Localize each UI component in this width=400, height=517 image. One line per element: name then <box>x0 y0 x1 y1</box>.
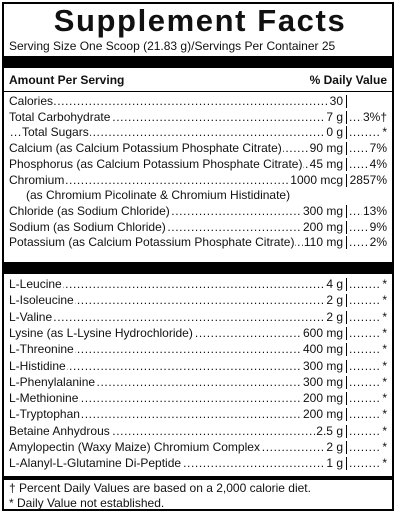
fact-row <box>4 293 392 308</box>
column-separator <box>346 360 347 373</box>
fact-amount: 2 g <box>326 440 343 454</box>
column-separator <box>346 457 347 470</box>
fact-name: Sodium (as Sodium Chloride) <box>9 219 166 234</box>
fact-amount: 4 g <box>326 277 343 291</box>
fact-amount: 1 g <box>326 456 343 471</box>
fact-name: Chloride (as Sodium Chloride) <box>9 203 170 218</box>
fact-amount: 0 g <box>326 125 343 140</box>
column-separator <box>346 327 347 340</box>
fact-row <box>4 157 392 172</box>
fact-daily-value: 3%† <box>362 109 387 124</box>
fact-daily-value: * <box>382 125 387 140</box>
column-separator <box>346 111 347 124</box>
fact-row <box>4 456 392 471</box>
fact-name: L-Methionine <box>9 391 79 406</box>
column-separator <box>346 221 347 234</box>
column-separator <box>346 95 347 108</box>
column-separator <box>346 236 347 249</box>
fact-row <box>4 204 392 219</box>
column-separator <box>346 376 347 389</box>
fact-row <box>4 342 392 357</box>
fact-name: L-Tryptophan <box>9 407 80 422</box>
fact-daily-value: * <box>382 293 387 308</box>
fact-amount: 200 mg <box>302 391 343 406</box>
fact-daily-value: 13% <box>362 203 387 218</box>
fact-amount: 200 mg <box>302 219 343 234</box>
footnote-percent-dv: † Percent Daily Values are based on a 2,000 calorie diet. <box>9 481 311 495</box>
fact-amount: 2 g <box>326 293 343 308</box>
fact-daily-value: * <box>382 407 387 422</box>
fact-amount: 600 mg <box>302 325 343 340</box>
dot-leader <box>10 94 344 109</box>
fact-amount: 400 mg <box>302 342 343 357</box>
thick-divider-top <box>4 56 392 68</box>
fact-row <box>4 359 392 374</box>
fact-amount: 90 mg <box>309 141 343 156</box>
footnote-not-established: * Daily Value not established. <box>9 496 165 510</box>
fact-row <box>4 277 392 292</box>
column-separator <box>346 311 347 324</box>
dot-leader <box>10 310 344 325</box>
fact-row <box>4 375 392 390</box>
fact-row <box>4 94 392 109</box>
daily-value-label: % Daily Value <box>309 73 387 87</box>
fact-daily-value: * <box>382 325 387 340</box>
fact-amount: 200 mg <box>302 407 343 422</box>
fact-daily-value: 2% <box>369 235 387 250</box>
column-separator <box>346 142 347 155</box>
fact-daily-value: 7% <box>369 141 387 156</box>
fact-daily-value: * <box>382 358 387 373</box>
column-separator <box>346 278 347 291</box>
amount-per-serving-label: Amount Per Serving <box>9 73 125 87</box>
fact-name: Total Sugars <box>22 125 89 140</box>
fact-name: L-Valine <box>9 309 53 324</box>
fact-amount: 300 mg <box>302 358 343 373</box>
fact-name-continuation: (as Chromium Picolinate & Chromium Histidinate) <box>26 188 291 203</box>
fact-name: L-Histidine <box>9 358 66 373</box>
fact-name: Total Carbohydrate <box>9 109 111 124</box>
column-separator <box>346 126 347 139</box>
fact-name: L-Isoleucine <box>9 293 74 308</box>
fact-amount: 7 g <box>326 109 343 124</box>
fact-daily-value: * <box>382 277 387 291</box>
column-separator <box>346 408 347 421</box>
fact-name: L-Phenylalanine <box>9 374 96 389</box>
serving-info: Serving Size One Scoop (21.83 g)/Servings Per Container 25 <box>9 39 336 53</box>
column-separator <box>346 174 347 187</box>
column-separator <box>346 343 347 356</box>
fact-name: Phosphorus (as Calcium Potassium Phosphate Citrate) <box>9 156 303 171</box>
fact-name: Potassium (as Calcium Potassium Phosphate Citrate) <box>9 235 295 250</box>
fact-name: Calcium (as Calcium Potassium Phosphate Citrate) <box>9 141 282 156</box>
fact-amount: 300 mg <box>302 374 343 389</box>
fact-row <box>4 110 392 125</box>
fact-row <box>4 235 392 250</box>
fact-amount: 2 g <box>326 309 343 324</box>
header-rule <box>4 91 392 92</box>
fact-row <box>4 440 392 455</box>
fact-row <box>4 173 392 188</box>
fact-amount: 1000 mcg <box>290 172 343 187</box>
fact-name: L-Leucine <box>9 277 62 291</box>
fact-daily-value: * <box>382 342 387 357</box>
column-separator <box>346 158 347 171</box>
fact-daily-value: 4% <box>369 156 387 171</box>
divider-bottom <box>4 476 392 480</box>
fact-name: L-Alanyl-L-Glutamine Di-Peptide <box>9 456 182 471</box>
fact-row <box>4 310 392 325</box>
fact-daily-value: 2857% <box>349 172 387 187</box>
fact-name: Betaine Anhydrous <box>9 423 110 438</box>
fact-daily-value: * <box>382 374 387 389</box>
fact-name: Calories <box>9 94 54 108</box>
fact-daily-value: * <box>382 423 387 438</box>
column-separator <box>346 425 347 438</box>
fact-daily-value: * <box>382 456 387 471</box>
fact-row <box>4 407 392 422</box>
fact-row <box>4 220 392 235</box>
fact-daily-value: * <box>382 391 387 406</box>
fact-daily-value: 9% <box>369 219 387 234</box>
fact-amount: 110 mg <box>303 235 343 250</box>
fact-amount: 45 mg <box>309 156 343 171</box>
fact-amount: 300 mg <box>302 203 343 218</box>
column-separator <box>346 294 347 307</box>
fact-amount: 30 <box>329 94 343 108</box>
fact-name: Lysine (as L-Lysine Hydrochloride) <box>9 325 193 340</box>
fact-name: L-Threonine <box>9 342 74 357</box>
fact-name: Amylopectin (Waxy Maize) Chromium Complex <box>9 440 260 454</box>
column-header <box>4 72 392 88</box>
fact-daily-value: * <box>382 440 387 454</box>
fact-amount: 2.5 g <box>316 423 343 438</box>
thick-divider-middle <box>4 262 392 274</box>
fact-name: Chromium <box>9 172 65 187</box>
fact-row <box>4 424 392 439</box>
supplement-facts-panel <box>2 2 394 511</box>
fact-row <box>4 141 392 156</box>
fact-daily-value: * <box>382 309 387 324</box>
column-separator <box>346 392 347 405</box>
fact-row <box>4 391 392 406</box>
fact-row <box>4 326 392 341</box>
column-separator <box>346 441 347 454</box>
fact-row <box>4 125 392 140</box>
column-separator <box>346 205 347 218</box>
panel-title: Supplement Facts <box>53 3 347 38</box>
